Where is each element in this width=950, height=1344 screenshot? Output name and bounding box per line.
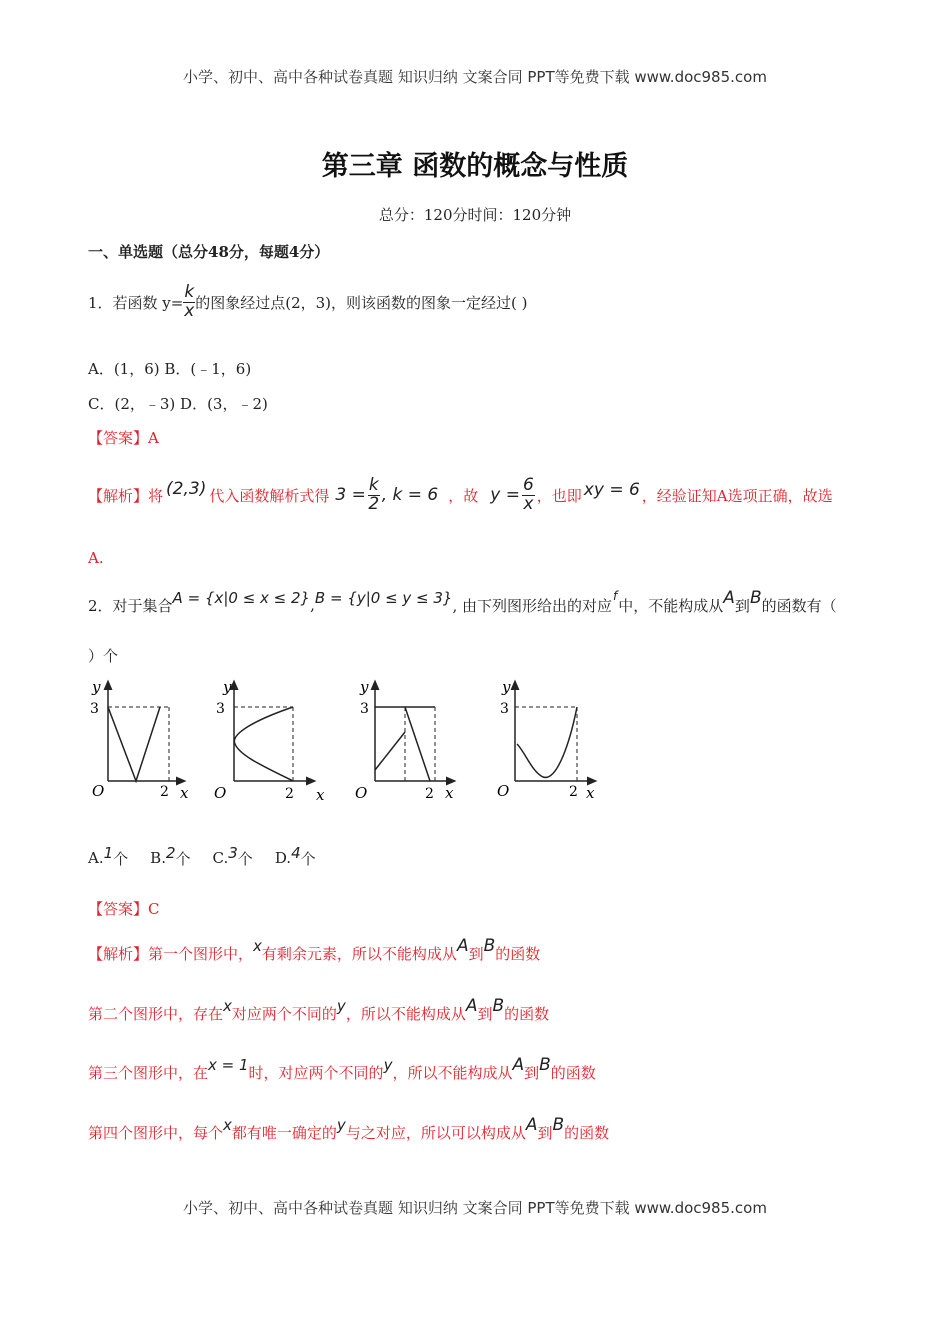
- q1-eq1-rhs: , k = 6: [381, 485, 439, 505]
- q2-l4-to: 到: [537, 1123, 553, 1142]
- q2-option-c-value: 3: [228, 844, 238, 862]
- q2-l4-func: 的函数: [564, 1123, 610, 1142]
- q1-frac-num: k: [184, 281, 195, 302]
- q2-options: [88, 843, 316, 873]
- graph-1-origin: O: [92, 782, 105, 800]
- q2-l3-x-eq-1: x = 1: [208, 1056, 249, 1074]
- q2-A: A: [723, 588, 735, 608]
- q1-eq1-lhs: 3 =: [335, 485, 366, 505]
- q2-l4-x: x: [223, 1116, 232, 1134]
- page-footer: 小学、初中、高中各种试卷真题 知识归纳 文案合同 PPT等免费下载 www.doc985.com: [183, 1199, 767, 1217]
- q2-line2: ）个: [88, 647, 119, 665]
- graph-3-seg2: [405, 707, 430, 781]
- q2-text-e: 的函数有（: [761, 596, 837, 615]
- q1-analysis-text4: ，也即: [536, 486, 582, 505]
- q2-option-d-prefix: D.: [274, 849, 292, 867]
- q2-l2-a: 第二个图形中，存在: [88, 1004, 224, 1023]
- q2-analysis-label: 【解析】: [88, 944, 149, 963]
- q2-l2-A: A: [465, 996, 478, 1016]
- q2-l4-a: 第四个图形中，每个: [88, 1123, 224, 1142]
- q1-options-row1: A．(1，6) B．(﹣1，6): [88, 360, 252, 378]
- q2-l2-x: x: [223, 997, 232, 1015]
- q2-l3-A: A: [512, 1055, 525, 1075]
- q1-analysis-text3: ，故: [448, 486, 479, 505]
- q2-text-a: 2．对于集合: [88, 596, 173, 615]
- page-title: 第三章 函数的概念与性质: [321, 151, 629, 182]
- page-header: 小学、初中、高中各种试卷真题 知识归纳 文案合同 PPT等免费下载 www.doc985.com: [183, 68, 767, 86]
- graph-3-seg1: [375, 732, 405, 770]
- q2-l2-func: 的函数: [504, 1004, 550, 1023]
- section-heading: 一、单选题（总分48分，每题4分）: [88, 243, 330, 261]
- q1-eq1-num: k: [368, 474, 379, 495]
- graph-2-curve: [234, 707, 293, 781]
- graph-1-y-label: y: [92, 678, 101, 696]
- graph-3-tick-2: 2: [425, 786, 434, 802]
- q2-l4-B: B: [552, 1115, 565, 1135]
- q1-analysis-text1: 将: [148, 486, 164, 505]
- graph-3-origin: O: [355, 784, 368, 802]
- q2-B: B: [749, 588, 762, 608]
- q1-eq2-lhs: y =: [490, 485, 520, 505]
- graph-4-x-label: x: [586, 784, 595, 802]
- q1-analysis-text5: ，经验证知A选项正确，故选: [641, 486, 833, 505]
- q1-answer: 【答案】A: [88, 429, 159, 447]
- q2-option-d-suffix: 个: [300, 849, 316, 868]
- q2-set-b: B = {y|0 ≤ y ≤ 3}: [314, 589, 453, 607]
- q2-l3-B: B: [539, 1055, 551, 1075]
- graph-4-origin: O: [497, 782, 510, 800]
- q1-point: (2,3): [166, 479, 207, 499]
- q1-analysis-text2: 代入函数解析式得: [209, 486, 330, 505]
- question-2: [88, 590, 837, 620]
- graph-1-curve: [108, 707, 160, 781]
- graph-4: [515, 684, 593, 781]
- q2-to: 到: [734, 596, 750, 615]
- q2-l3-func: 的函数: [550, 1063, 596, 1082]
- q1-eq2-den: x: [523, 493, 534, 514]
- graph-1: [108, 684, 182, 781]
- graph-1-tick-3: 3: [90, 701, 99, 717]
- q2-text-b: ,: [310, 596, 315, 614]
- q2-text-c: , 由下列图形给出的对应: [452, 596, 613, 615]
- q2-l3-to: 到: [524, 1063, 540, 1082]
- graph-1-x-label: x: [180, 784, 189, 802]
- q2-analysis-line1: [88, 938, 540, 968]
- q2-set-a: A = {x|0 ≤ x ≤ 2}: [172, 589, 311, 607]
- q2-option-b-suffix: 个: [175, 849, 191, 868]
- q2-l1-b: 有剩余元素，所以不能构成从: [261, 944, 457, 963]
- question-1: [88, 272, 527, 332]
- q2-l1-A: A: [456, 936, 469, 956]
- q2-text-d: 中，不能构成从: [618, 596, 724, 615]
- q1-analysis: [88, 460, 833, 530]
- q2-l1-B: B: [483, 936, 496, 956]
- q2-option-b-value: 2: [165, 844, 176, 862]
- graph-4-tick-2: 2: [569, 784, 578, 800]
- q1-eq2-frac: [522, 474, 535, 514]
- page-subtitle: 总分：120分时间：120分钟: [378, 206, 572, 224]
- graph-3: [375, 684, 452, 781]
- q2-l1-x: x: [253, 937, 262, 955]
- q2-answer: 【答案】C: [88, 900, 160, 918]
- q2-l3-y: y: [383, 1056, 393, 1074]
- graph-2-x-label: x: [316, 786, 325, 804]
- q2-l4-y: y: [336, 1116, 346, 1134]
- graph-3-y-label: y: [360, 678, 369, 696]
- q2-graphs: [80, 672, 620, 807]
- graph-2: [234, 684, 312, 781]
- q1-analysis-label: 【解析】: [88, 486, 149, 505]
- graph-1-tick-2: 2: [160, 784, 169, 800]
- q2-option-b-prefix: B.: [150, 849, 166, 867]
- q2-l4-c: 与之对应，所以可以构成从: [345, 1123, 526, 1142]
- q2-option-a-value: 1: [103, 844, 114, 862]
- graph-2-tick-3: 3: [216, 701, 225, 717]
- q2-l2-B: B: [492, 996, 505, 1016]
- q2-l1-to: 到: [468, 944, 484, 963]
- q1-eq2-num: 6: [522, 474, 534, 495]
- q2-l1-a: 第一个图形中，: [148, 944, 254, 963]
- q1-eq1-frac: [368, 474, 380, 514]
- graph-2-tick-2: 2: [285, 786, 294, 802]
- q2-option-d-value: 4: [291, 844, 301, 862]
- q1-analysis-end: A.: [88, 549, 104, 567]
- q1-prefix: 1．若函数 y=: [88, 293, 184, 312]
- q1-frac-den: x: [184, 300, 195, 321]
- graph-2-origin: O: [214, 784, 227, 802]
- q1-options-row2: C．(2，﹣3) D．(3，﹣2): [88, 395, 268, 413]
- q2-analysis-line3: [88, 1057, 596, 1087]
- graph-2-y-label: y: [223, 678, 232, 696]
- q2-l2-to: 到: [477, 1004, 493, 1023]
- q2-f: f: [613, 589, 618, 603]
- graph-3-tick-3: 3: [360, 701, 369, 717]
- q2-l4-A: A: [525, 1115, 538, 1135]
- q2-analysis-line4: [88, 1117, 609, 1147]
- q2-option-a-prefix: A.: [88, 849, 104, 867]
- q2-l2-b: 对应两个不同的: [231, 1004, 337, 1023]
- q2-l2-y: y: [336, 997, 346, 1015]
- graph-4-tick-3: 3: [500, 701, 509, 717]
- graph-3-x-label: x: [445, 784, 454, 802]
- graph-4-y-label: y: [502, 678, 511, 696]
- q1-eq1-den: 2: [368, 493, 380, 514]
- q2-option-c-prefix: C.: [212, 849, 229, 867]
- q2-option-a-suffix: 个: [113, 849, 129, 868]
- q1-suffix: 的图象经过点(2，3)，则该函数的图象一定经过( ): [195, 293, 528, 312]
- q1-fraction: [183, 281, 195, 321]
- q2-l3-a: 第三个图形中，在: [88, 1063, 209, 1082]
- q2-option-c-suffix: 个: [237, 849, 253, 868]
- q2-l3-b: 时，对应两个不同的: [248, 1063, 384, 1082]
- q1-eq3: xy = 6: [583, 480, 640, 500]
- q2-analysis-line2: [88, 998, 549, 1028]
- q2-l4-b: 都有唯一确定的: [231, 1123, 337, 1142]
- graph-4-curve: [517, 707, 577, 777]
- q2-l1-func: 的函数: [495, 944, 541, 963]
- q2-l2-c: ，所以不能构成从: [345, 1004, 466, 1023]
- q2-l3-c: ，所以不能构成从: [392, 1063, 513, 1082]
